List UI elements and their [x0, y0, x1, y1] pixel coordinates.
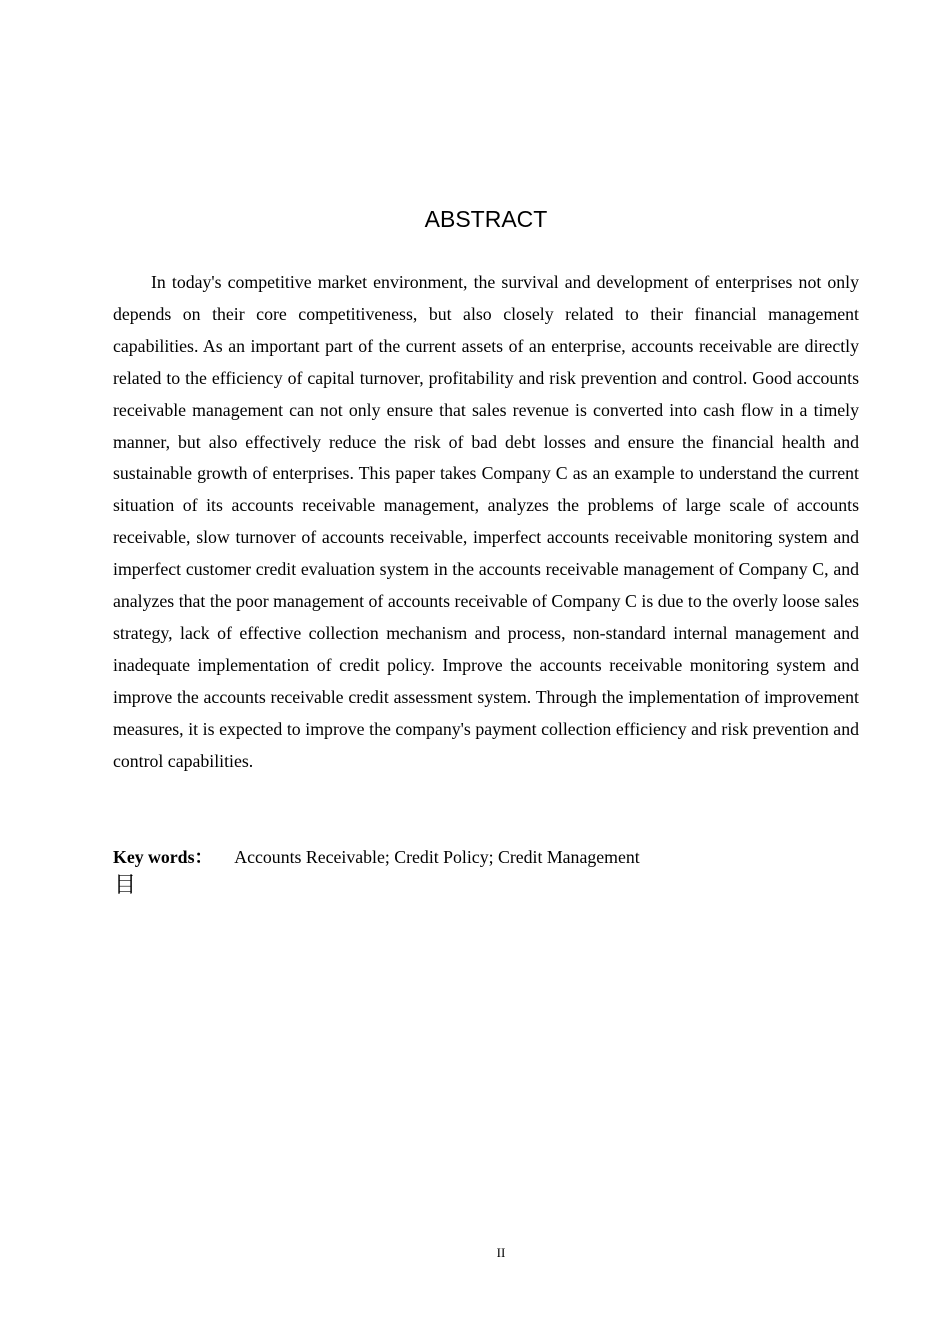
abstract-heading: ABSTRACT [424, 206, 548, 232]
keywords-line [113, 842, 859, 874]
abstract-paragraph: In today's competitive market environment, the survival and development of enterprises not only depends on their core competitiveness, but also closely related to their financial management capabilities. As an important part of the current assets of an enterprise, accounts receivable are directly related to the efficiency of capital turnover, profitability and risk prevention and control. Good accounts receivable management can not only ensure that sales revenue is converted into cash flow in a timely manner, but also effectively reduce the risk of bad debt losses and ensure the financial health and sustainable growth of enterprises. This paper takes Company C as an example to understand the current situation of its accounts receivable management, analyzes the problems of large scale of accounts receivable, slow turnover of accounts receivable, imperfect accounts receivable monitoring system and imperfect customer credit evaluation system in the accounts receivable management of Company C, and analyzes that the poor management of accounts receivable of Company C is due to the overly loose sales strategy, lack of effective collection mechanism and process, non-standard internal management and inadequate implementation of credit policy. Improve the accounts receivable monitoring system and improve the accounts receivable credit assessment system. Through the implementation of improvement measures, it is expected to improve the company's payment collection efficiency and risk prevention and control capabilities. [113, 272, 859, 771]
keywords-label: Key words： [113, 847, 213, 867]
table-of-contents-heading-fragment: 目 [114, 873, 137, 898]
page-number: II [496, 1245, 506, 1260]
keywords-value: Accounts Receivable; Credit Policy; Credit Management [234, 847, 640, 867]
